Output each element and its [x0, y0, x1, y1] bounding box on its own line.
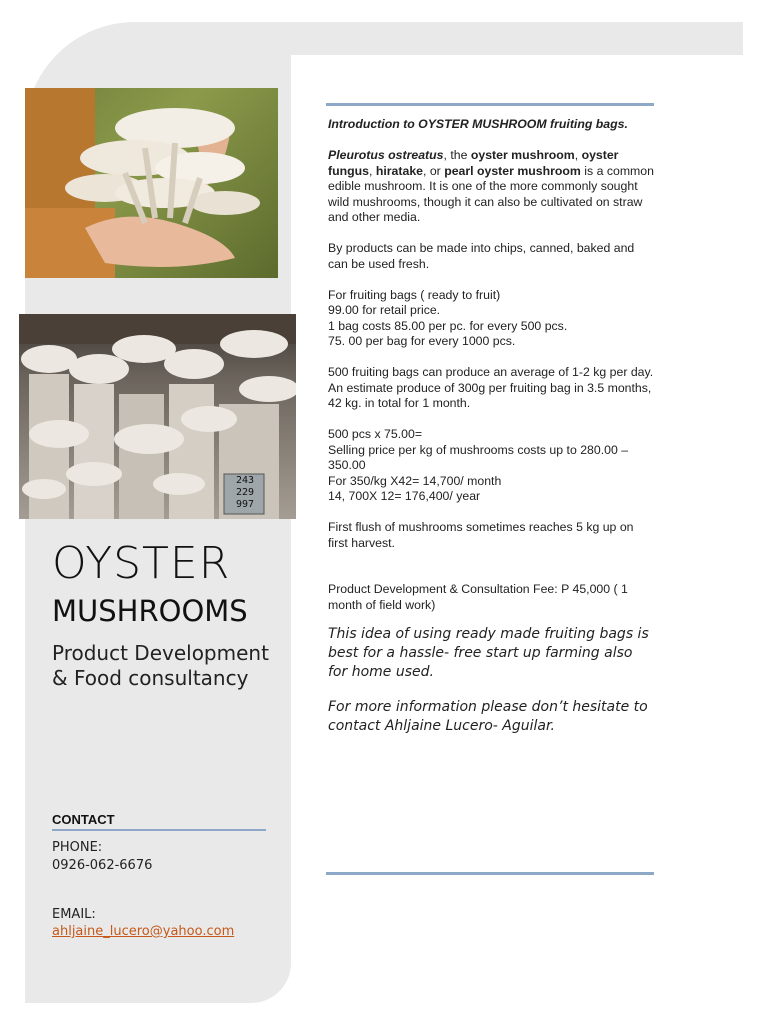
- first-flush-paragraph: First flush of mushrooms sometimes reaches 5 kg up on first harvest.: [328, 520, 634, 550]
- page-subtitle: Product Development & Food consultancy: [52, 641, 269, 690]
- byproducts-paragraph: By products can be made into chips, canned, baked and can be used fresh.: [328, 241, 635, 271]
- revenue-line: 500 pcs x 75.00=: [328, 427, 423, 441]
- idea-paragraph: This idea of using ready made fruiting bags is best for a hassle- free start up farming also for home used.: [328, 626, 649, 680]
- more-info-paragraph: For more information please don’t hesitate to contact Ahljaine Lucero- Aguilar.: [328, 698, 648, 734]
- text-run: , or: [423, 163, 445, 178]
- text-run: , the: [443, 148, 471, 162]
- common-name-1: oyster mushroom: [470, 148, 575, 162]
- consultation-fee-paragraph: Product Development & Consultation Fee: P 45,000 ( 1 month of field work): [328, 582, 628, 612]
- revenue-line: 14, 700X 12= 176,400/ year: [328, 489, 481, 503]
- yield-paragraph: 500 fruiting bags can produce an average of 1-2 kg per day. An estimate produce of 300g per fruiting bag in 3.5 months, 42 kg. in total for 1 month.: [328, 365, 654, 410]
- text-run: is a common edible mushroom. It is one of the more commonly sought wild mushrooms, though it can also be cultivated on straw and other media.: [328, 163, 654, 224]
- content-body: [328, 117, 656, 751]
- common-name-4: pearl oyster mushroom: [444, 163, 581, 178]
- description-paragraph: [328, 148, 656, 226]
- revenue-paragraph: [328, 427, 656, 505]
- pricing-line: For fruiting bags ( ready to fruit): [328, 287, 501, 302]
- text-run: ,: [368, 163, 376, 178]
- meter-reading-3: 997: [235, 499, 255, 510]
- page-title-line1: OYSTER: [52, 538, 231, 589]
- hand-holding-mushrooms-photo: [25, 88, 278, 278]
- pricing-line: 75. 00 per bag for every 1000 pcs.: [328, 334, 516, 348]
- content-bottom-divider: [326, 872, 654, 875]
- scientific-name: Pleurotus ostreatus: [328, 148, 444, 162]
- pricing-paragraph: [328, 288, 656, 350]
- contact-divider: [52, 829, 266, 831]
- common-name-3: hiratake: [375, 163, 423, 178]
- page-title-line2: MUSHROOMS: [52, 594, 248, 628]
- email-label: EMAIL:: [52, 907, 96, 922]
- thermometer-display: [227, 475, 263, 511]
- mushroom-fruiting-bags-photo: [19, 314, 296, 519]
- common-name-2: oyster fungus: [328, 148, 619, 178]
- phone-label: PHONE:: [52, 840, 103, 855]
- meter-reading-2: 229: [235, 487, 255, 498]
- intro-heading: Introduction to OYSTER MUSHROOM fruiting bags.: [328, 117, 628, 131]
- pricing-line: 1 bag costs 85.00 per pc. for every 500 pcs.: [328, 318, 568, 333]
- revenue-line: Selling price per kg of mushrooms costs up to 280.00 – 350.00: [328, 442, 629, 472]
- email-link[interactable]: ahljaine_lucero@yahoo.com: [52, 924, 235, 939]
- revenue-line: For 350/kg X42= 14,700/ month: [328, 473, 502, 488]
- contact-heading: CONTACT: [52, 812, 115, 827]
- content-top-divider: [326, 103, 654, 106]
- text-run: ,: [574, 148, 582, 162]
- meter-reading-1: 243: [235, 475, 255, 486]
- pricing-line: 99.00 for retail price.: [328, 303, 441, 317]
- phone-number: 0926-062-6676: [52, 858, 153, 873]
